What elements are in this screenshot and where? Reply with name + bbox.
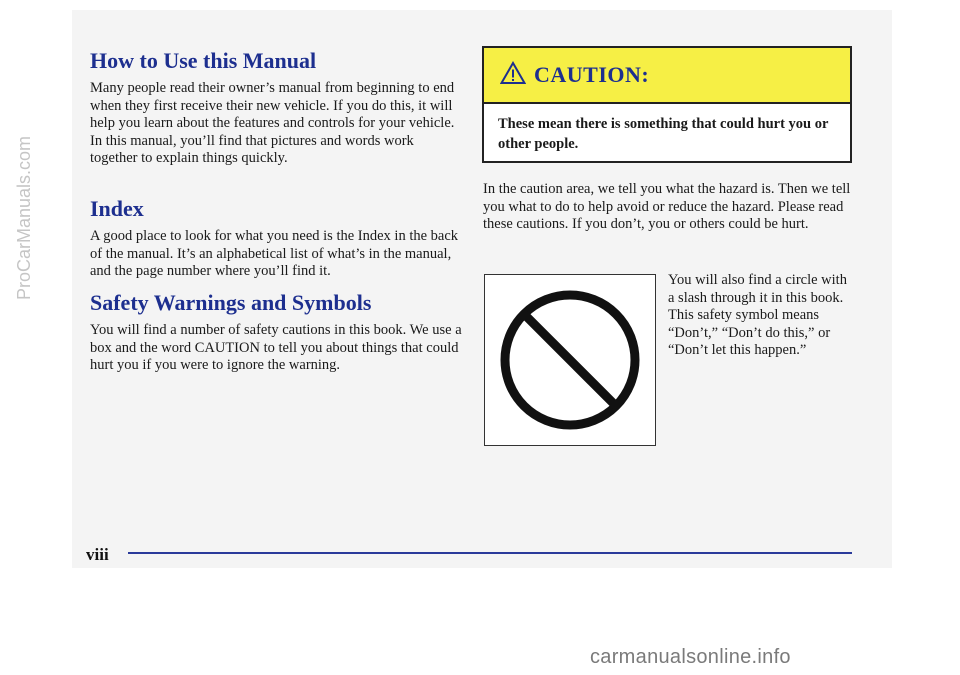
caution-explanation: In the caution area, we tell you what the hazard is. Then we tell you what to do to help avoid or reduce the hazard. Please read these cautions. If you don’t, you or others could be hurt. [483, 181, 851, 232]
caution-header [484, 48, 850, 104]
section-body-index: A good place to look for what you need is the Index in the back of the manual. It’s an alphabetical list of what’s in the manual, and the page number where you’ll find it. [90, 228, 459, 279]
section-body-how-to-use: Many people read their owner’s manual from beginning to end when they first receive their new vehicle. If you do this, it will help you learn about the features and controls for your vehicle. In this manual, you’ll find that pictures and words work together to explain things quickly. [90, 80, 455, 166]
no-symbol-icon [485, 432, 655, 449]
section-safety [90, 290, 462, 375]
caution-box [482, 46, 852, 163]
section-heading-how-to-use: How to Use this Manual [90, 48, 317, 73]
symbol-description: You will also find a circle with a slash through it in this book. This safety symbol means “Don’t,” “Don’t do this,” or “Don’t let this happen.” [668, 272, 847, 358]
bottom-watermark: carmanualsonline.info [590, 646, 791, 668]
symbol-frame [484, 274, 656, 446]
page-number: viii [86, 545, 109, 564]
caution-title: CAUTION: [534, 62, 650, 87]
section-index [90, 196, 462, 281]
section-heading-safety: Safety Warnings and Symbols [90, 290, 372, 315]
side-watermark: ProCarManuals.com [14, 135, 34, 300]
section-body-safety: You will find a number of safety cautions in this book. We use a box and the word CAUTION to tell you about things that could hurt you if you were to ignore the warning. [90, 322, 462, 373]
section-how-to-use [90, 48, 462, 168]
section-heading-index: Index [90, 196, 144, 221]
footer-rule [128, 552, 852, 554]
warning-triangle-icon [500, 61, 526, 90]
caution-body: These mean there is something that could hurt you or other people. [498, 116, 829, 152]
